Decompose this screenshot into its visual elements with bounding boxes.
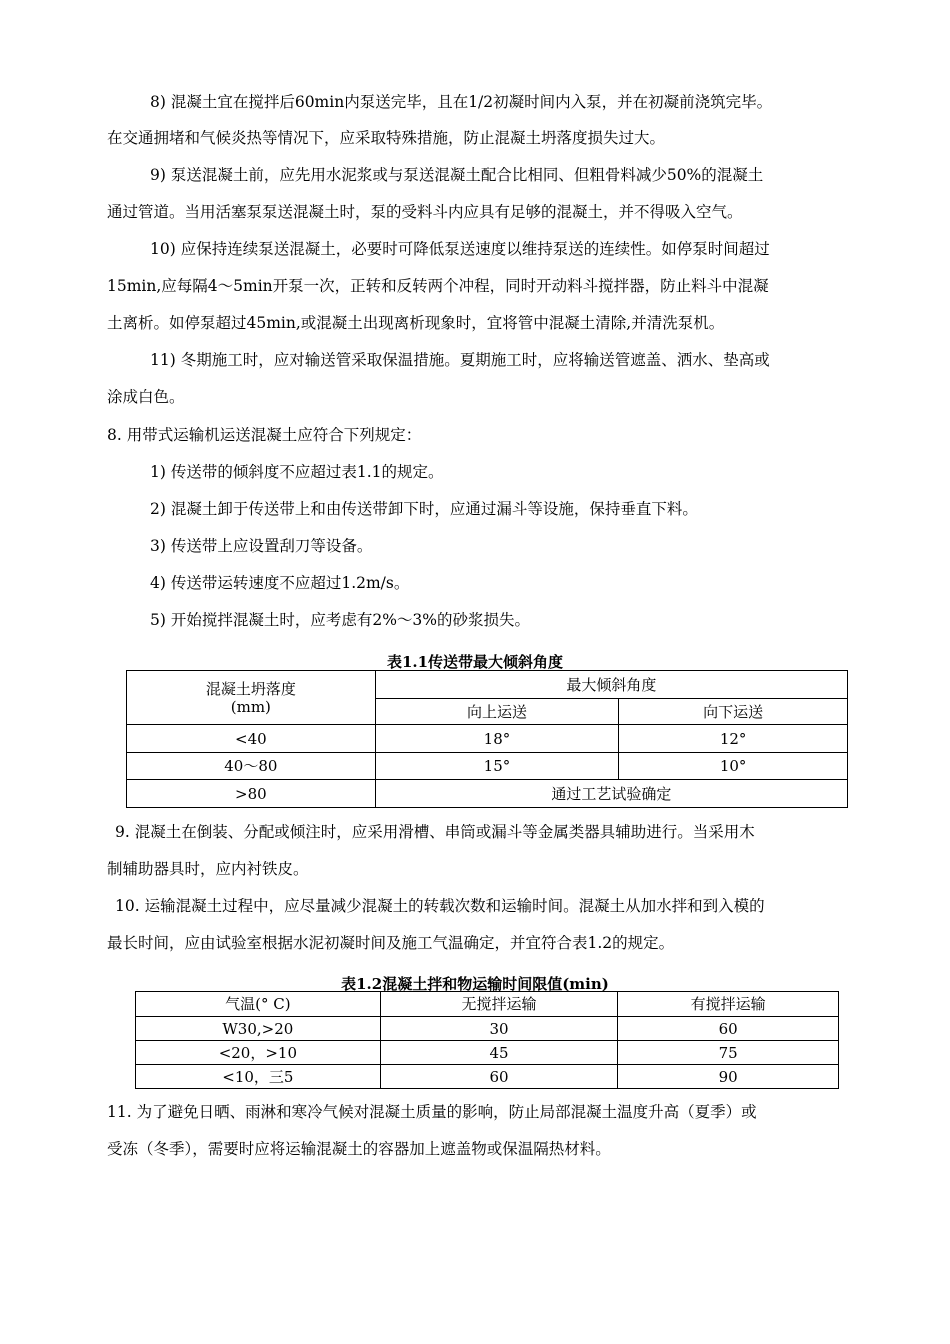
item-10b-line-1: 10. 运输混凝土过程中，应尽量减少混凝土的转载次数和运输时间。混凝土从加水拌和到入模的 [115, 897, 765, 915]
item-8-line-2: 在交通拥堵和气候炎热等情况下，应采取特殊措施，防止混凝土坍落度损失过大。 [107, 129, 666, 147]
t1-r2-down: 10° [619, 753, 848, 780]
item-9-line-1: 9) 泵送混凝土前，应先用水泥浆或与泵送混凝土配合比相同、但粗骨料减少50%的混凝土 [150, 166, 764, 184]
section-8-item-2: 2) 混凝土卸于传送带上和由传送带卸下时，应通过漏斗等设施，保持垂直下料。 [150, 500, 698, 518]
item-9b-line-1: 9. 混凝土在倒装、分配或倾注时，应采用滑槽、串筒或漏斗等金属类器具辅助进行。当采用木 [115, 823, 755, 841]
t1-r1-down: 12° [619, 725, 848, 753]
t2-r2-temp: <20，>10 [136, 1041, 381, 1065]
t2-head-stir: 有搅拌运输 [618, 992, 839, 1017]
t1-r3-slump: >80 [127, 780, 376, 808]
t1-head-slump: 混凝土坍落度 (mm) [127, 671, 376, 725]
item-10-line-1: 10) 应保持连续泵送混凝土，必要时可降低泵送速度以维持泵送的连续性。如停泵时间超过 [150, 240, 770, 258]
item-10b-line-2: 最长时间，应由试验室根据水泥初凝时间及施工气温确定，并宜符合表1.2的规定。 [107, 934, 675, 952]
item-8-line-1: 8) 混凝土宜在搅拌后60min内泵送完毕，且在1/2初凝时间内入泵，并在初凝前浇筑完毕。 [150, 93, 773, 111]
t2-head-no-stir: 无搅拌运输 [380, 992, 618, 1017]
item-9-line-2: 通过管道。当用活塞泵泵送混凝土时，泵的受料斗内应具有足够的混凝土，并不得吸入空气。 [107, 203, 743, 221]
item-11-line-2: 涂成白色。 [107, 388, 185, 406]
t2-r2-no-stir: 45 [380, 1041, 618, 1065]
t1-head-down: 向下运送 [619, 699, 848, 725]
t1-head-max-angle: 最大倾斜角度 [375, 671, 847, 699]
table-1-2-caption: 表1.2混凝土拌和物运输时间限值(min) [341, 975, 609, 993]
t2-r1-stir: 60 [618, 1017, 839, 1041]
table-1-2 [135, 991, 839, 1089]
t1-r2-up: 15° [375, 753, 619, 780]
table-1-1 [126, 670, 848, 808]
t1-r3-merged: 通过工艺试验确定 [375, 780, 847, 808]
item-11b-line-2: 受冻（冬季），需要时应将运输混凝土的容器加上遮盖物或保温隔热材料。 [107, 1140, 611, 1158]
t2-r2-stir: 75 [618, 1041, 839, 1065]
section-8-item-3: 3) 传送带上应设置刮刀等设备。 [150, 537, 373, 555]
t1-r1-slump: <40 [127, 725, 376, 753]
section-8-heading: 8. 用带式运输机运送混凝土应符合下列规定： [107, 426, 422, 444]
t2-r3-no-stir: 60 [380, 1065, 618, 1089]
t1-r1-up: 18° [375, 725, 619, 753]
table-1-1-caption: 表1.1传送带最大倾斜角度 [386, 653, 564, 671]
t2-r3-temp: <10，三5 [136, 1065, 381, 1089]
t1-head-up: 向上运送 [375, 699, 619, 725]
t2-r3-stir: 90 [618, 1065, 839, 1089]
item-9b-line-2: 制辅助器具时，应内衬铁皮。 [107, 860, 309, 878]
item-11b-line-1: 11. 为了避免日晒、雨淋和寒冷气候对混凝土质量的影响，防止局部混凝土温度升高（夏季）或 [107, 1103, 757, 1121]
t2-r1-no-stir: 30 [380, 1017, 618, 1041]
item-11-line-1: 11) 冬期施工时，应对输送管采取保温措施。夏期施工时，应将输送管遮盖、洒水、垫高或 [150, 351, 770, 369]
t1-r2-slump: 40〜80 [127, 753, 376, 780]
item-10-line-2: 15min,应每隔4〜5min开泵一次，正转和反转两个冲程，同时开动料斗搅拌器，防止料斗中混凝 [107, 277, 769, 295]
t2-head-temp: 气温(° C) [136, 992, 381, 1017]
item-10-line-3: 土离析。如停泵超过45min,或混凝土出现离析现象时，宜将管中混凝土清除,并清洗泵机。 [107, 314, 725, 332]
t2-r1-temp: W30,>20 [136, 1017, 381, 1041]
section-8-item-5: 5) 开始搅拌混凝土时，应考虑有2%〜3%的砂浆损失。 [150, 611, 531, 629]
section-8-item-4: 4) 传送带运转速度不应超过1.2m/s。 [150, 574, 410, 592]
section-8-item-1: 1) 传送带的倾斜度不应超过表1.1的规定。 [150, 463, 444, 481]
